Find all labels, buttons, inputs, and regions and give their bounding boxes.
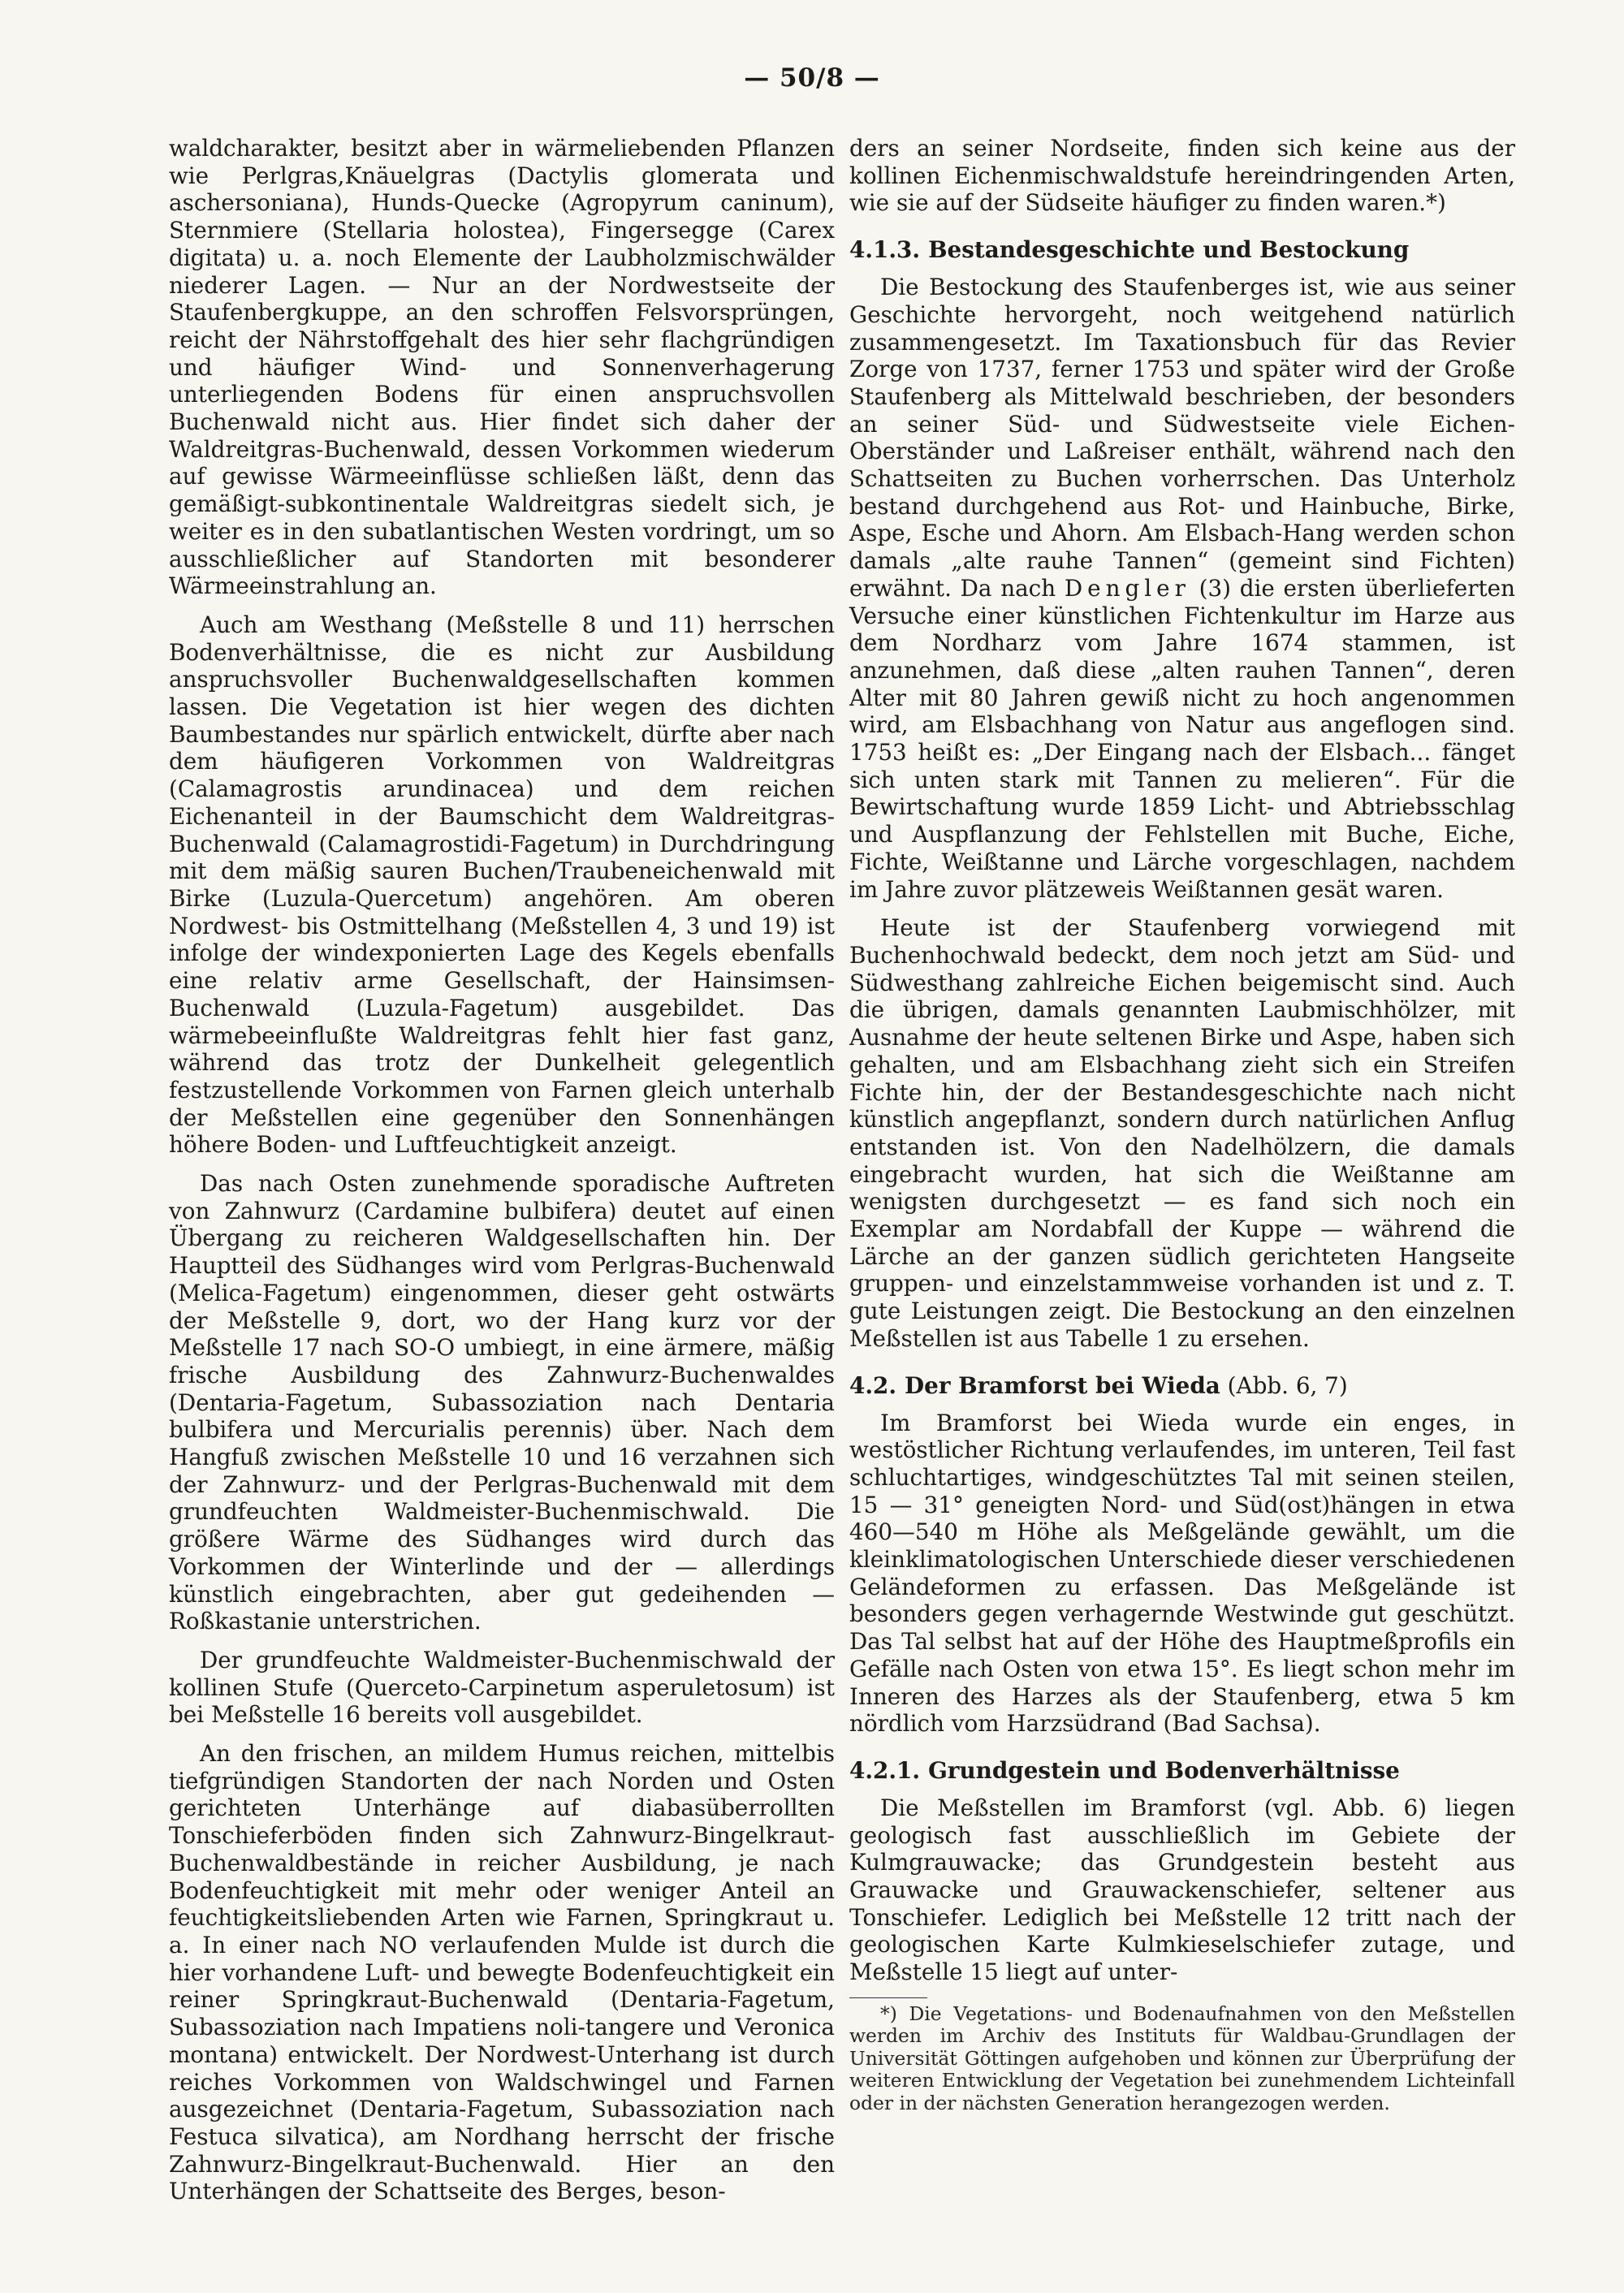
section-heading (849, 1372, 1515, 1400)
paragraph: ders an seiner Nordseite, finden sich keine aus der kollinen Eichenmischwaldstufe hereindringenden Arten, wie sie auf der Südseite häufiger zu finden waren.*) (849, 135, 1515, 217)
section-title: Grundgestein und Bodenverhältnisse (928, 1756, 1400, 1784)
section-heading (849, 1757, 1515, 1785)
figure-reference: (Abb. 6, 7) (1220, 1371, 1348, 1399)
section-title: Bestandesgeschichte und Bestockung (928, 236, 1410, 264)
page-number: — 50/8 — (744, 63, 880, 93)
paragraph: Der grundfeuchte Waldmeister-Buchenmischwald der kollinen Stufe (Querceto-Carpinetum asperuletosum) ist bei Meßstelle 16 bereits voll ausgebildet. (169, 1646, 835, 1729)
paragraph-text: Die Bestockung des Staufenberges ist, wie aus seiner Geschichte hervorgeht, noch weitgehend natürlich zusammengesetzt. Im Taxationsbuch für das Revier Zorge von 1737, ferner 1753 und später wird der Große Staufenberg als Mittelwald beschrieben, der besonders an seiner Süd- und Südwestseite viele Eichen-Oberständer und Laßreiser enthält, während nach den Schattseiten zu Buchen vorherrschen. Das Unterholz bestand durchgehend aus Rot- und Hainbuche, Birke, Aspe, Esche und Ahorn. Am Elsbach-Hang werden schon damals „alte rauhe Tannen“ (gemeint sind Fichten) erwähnt. Da nach (849, 274, 1515, 602)
paragraph: An den frischen, an mildem Humus reichen, mittelbis tiefgründigen Standorten der nach Norden und Osten gerichteten Unterhänge auf diabasüberrollten Tonschieferböden finden sich Zahnwurz-Bingelkraut-Buchenwaldbestände in reicher Ausbildung, je nach Bodenfeuchtigkeit mit mehr oder weniger Anteil an feuchtigkeitsliebenden Arten wie Farnen, Springkraut u. a. In einer nach NO verlaufenden Mulde ist durch die hier vorhandene Luft- und bewegte Bodenfeuchtigkeit ein reiner Springkraut-Buchenwald (Dentaria-Fagetum, Subassoziation nach Impatiens noli-tangere und Veronica montana) entwickelt. Der Nordwest-Unterhang ist durch reiches Vorkommen von Waldschwingel und Farnen ausgezeichnet (Dentaria-Fagetum, Subassoziation nach Festuca silvatica), am Nordhang herrscht der frische Zahnwurz-Bingelkraut-Buchenwald. Hier an den Unterhängen der Schattseite des Berges, beson- (169, 1740, 835, 2205)
paragraph: Das nach Osten zunehmende sporadische Auftreten von Zahnwurz (Cardamine bulbifera) deutet auf einen Übergang zu reicheren Waldgesellschaften hin. Der Hauptteil des Südhanges wird vom Perlgras-Buchenwald (Melica-Fagetum) eingenommen, dieser geht ostwärts der Meßstelle 9, dort, wo der Hang kurz vor der Meßstelle 17 nach SO-O umbiegt, in eine ärmere, mäßig frische Ausbildung des Zahnwurz-Buchenwaldes (Dentaria-Fagetum, Subassoziation nach Dentaria bulbifera und Mercurialis perennis) über. Nach dem Hangfuß zwischen Meßstelle 10 und 16 verzahnen sich der Zahnwurz- und der Perlgras-Buchenwald mit dem grundfeuchten Waldmeister-Buchenmischwald. Die größere Wärme des Südhanges wird durch das Vorkommen der Winterlinde und der — allerdings künstlich eingebrachten, aber gut gedeihenden — Roßkastanie unterstrichen. (169, 1170, 835, 1635)
right-column (849, 135, 1515, 2126)
section-number: 4.2. (849, 1371, 897, 1399)
paragraph (849, 274, 1515, 903)
footnote-divider (849, 1997, 927, 1998)
author-name: Dengler (1064, 574, 1190, 602)
paragraph: Auch am Westhang (Meßstelle 8 und 11) herrschen Bodenverhältnisse, die es nicht zur Ausbildung anspruchsvoller Buchenwaldgesellschaften kommen lassen. Die Vegetation ist hier wegen des dichten Baumbestandes nur spärlich entwickelt, dürfte aber nach dem häufigeren Vorkommen von Waldreitgras (Calamagrostis arundinacea) und dem reichen Eichenanteil in der Baumschicht dem Waldreitgras-Buchenwald (Calamagrostidi-Fagetum) in Durchdringung mit dem mäßig sauren Buchen/Traubeneichenwald mit Birke (Luzula-Quercetum) angehören. Am oberen Nordwest- bis Ostmittelhang (Meßstellen 4, 3 und 19) ist infolge der windexponierten Lage des Kegels ebenfalls eine relativ arme Gesellschaft, der Hainsimsen-Buchenwald (Luzula-Fagetum) ausgebildet. Das wärmebeeinflußte Waldreitgras fehlt hier fast ganz, während das trotz der Dunkelheit gelegentlich festzustellende Vorkommen von Farnen gleich unterhalb der Meßstellen eine gegenüber den Sonnenhängen höhere Boden- und Luftfeuchtigkeit anzeigt. (169, 611, 835, 1159)
section-title: Der Bramforst bei Wieda (905, 1371, 1220, 1399)
paragraph: Heute ist der Staufenberg vorwiegend mit Buchenhochwald bedeckt, dem noch jetzt am Süd- und Südwesthang zahlreiche Eichen beigemischt sind. Auch die übrigen, damals genannten Laubmischhölzer, mit Ausnahme der heute seltenen Birke und Aspe, haben sich gehalten, und am Elsbachhang zieht sich ein Streifen Fichte hin, der der Bestandesgeschichte nach nicht künstlich angepflanzt, sondern durch natürlichen Anflug entstanden ist. Von den Nadelhölzern, die damals eingebracht wurden, hat sich die Weißtanne am wenigsten durchgesetzt — es fand sich noch ein Exemplar am Nordabfall der Kuppe — während die Lärche an der ganzen südlich gerichteten Hangseite gruppen- und einzelstammweise vorhanden ist und z. T. gute Leistungen zeigt. Die Bestockung an den einzelnen Meßstellen ist aus Tabelle 1 zu ersehen. (849, 914, 1515, 1352)
section-number: 4.2.1. (849, 1756, 921, 1784)
section-number: 4.1.3. (849, 236, 921, 264)
paragraph-text: (3) die ersten überlieferten Versuche einer künstlichen Fichtenkultur im Harze aus dem Nordharz vom Jahre 1674 stammen, ist anzunehmen, daß diese „alten rauhen Tannen“, deren Alter mit 80 Jahren gewiß nicht zu hoch angenommen wird, am Elsbachhang von Natur aus angeflogen sind. 1753 heißt es: „Der Eingang nach der Elsbach... fänget sich unten stark mit Tannen zu melieren“. Für die Bewirtschaftung wurde 1859 Licht- und Abtriebsschlag und Auspflanzung der Fehlstellen mit Buche, Eiche, Fichte, Weißtanne und Lärche vorgeschlagen, nachdem im Jahre zuvor plätzeweis Weißtannen gesät waren. (849, 574, 1516, 903)
paragraph: waldcharakter, besitzt aber in wärmeliebenden Pflanzen wie Perlgras,Knäuelgras (Dactylis glomerata und aschersoniana), Hunds-Quecke (Agropyrum caninum), Sternmiere (Stellaria holostea), Fingersegge (Carex digitata) u. a. noch Elemente der Laubholzmischwälder niederer Lagen. — Nur an der Nordwestseite der Staufenbergkuppe, an den schroffen Felsvorsprüngen, reicht der Nährstoffgehalt des hier sehr flachgründigen und häufiger Wind- und Sonnenverhagerung unterliegenden Bodens für einen anspruchsvollen Buchenwald nicht aus. Hier findet sich daher der Waldreitgras-Buchenwald, dessen Vorkommen wiederum auf gewisse Wärmeeinflüsse schließen läßt, denn das gemäßigt-subkontinentale Waldreitgras siedelt sich, je weiter es in den subatlantischen Westen vordringt, um so ausschließlicher auf Standorten mit besonderer Wärmeeinstrahlung an. (169, 135, 835, 600)
section-heading (849, 236, 1515, 264)
left-column (169, 135, 835, 2217)
paragraph: Die Meßstellen im Bramforst (vgl. Abb. 6) liegen geologisch fast ausschließlich im Gebiete der Kulmgrauwacke; das Grundgestein besteht aus Grauwacke und Grauwackenschiefer, seltener aus Tonschiefer. Lediglich bei Meßstelle 12 tritt nach der geologischen Karte Kulmkieselschiefer zutage, und Meßstelle 15 liegt auf unter- (849, 1794, 1515, 1986)
paragraph: Im Bramforst bei Wieda wurde ein enges, in westöstlicher Richtung verlaufendes, im unteren, Teil fast schluchtartiges, windgeschütztes Tal mit seinen steilen, 15 — 31° geneigten Nord- und Süd(ost)hängen in etwa 460—540 m Höhe als Meßgelände gewählt, um die kleinklimatologischen Unterschiede dieser verschiedenen Geländeformen zu erfassen. Das Meßgelände ist besonders gegen verhagernde Westwinde gut geschützt. Das Tal selbst hat auf der Höhe des Hauptmeßprofils ein Gefälle nach Osten von etwa 15°. Es liegt schon mehr im Inneren des Harzes als der Staufenberg, etwa 5 km nördlich vom Harzsüdrand (Bad Sachsa). (849, 1409, 1515, 1738)
footnote: *) Die Vegetations- und Bodenaufnahmen von den Meßstellen werden im Archiv des Instituts für Waldbau-Grundlagen der Universität Göttingen aufgehoben und können zur Überprüfung der weiteren Entwicklung der Vegetation bei zunehmendem Lichteinfall oder in der nächsten Generation herangezogen werden. (849, 2002, 1515, 2114)
